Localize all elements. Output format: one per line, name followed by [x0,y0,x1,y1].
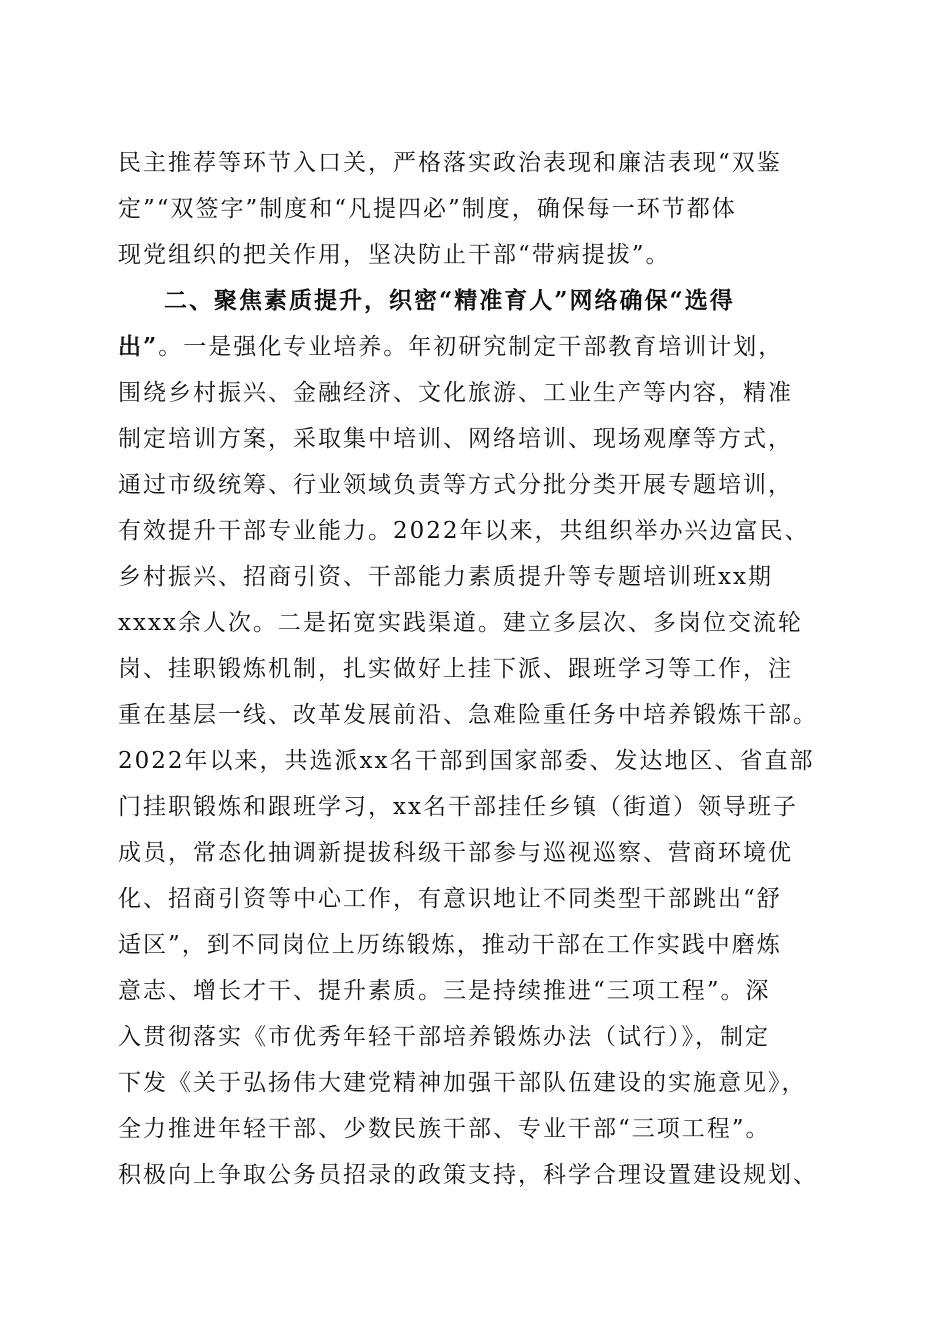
paragraph-line: 全力推进年轻干部、少数民族干部、专业干部“三项工程”。 [118,1116,771,1142]
paragraph-line: 乡村振兴、招商引资、干部能力素质提升等专题培训班xx期 [118,564,773,590]
paragraph-line: 通过市级统筹、行业领域负责等方式分批分类开展专题培训， [118,472,793,498]
paragraph-line: xxxx余人次。二是拓宽实践渠道。建立多层次、多岗位交流轮 [118,610,803,636]
paragraph-line: 现党组织的把关作用，坚决防止干部“带病提拔”。 [118,242,671,268]
paragraph-line: 适区”，到不同岗位上历练锻炼，推动干部在工作实践中磨炼 [118,932,782,958]
paragraph-line: 围绕乡村振兴、金融经济、文化旅游、工业生产等内容，精准 [118,380,793,406]
paragraph-line: 有效提升干部专业能力。2022年以来，共组织举办兴边富民、 [118,518,810,544]
paragraph-line: 意志、增长才干、提升素质。三是持续推进“三项工程”。深 [118,978,771,1004]
paragraph-line: 积极向上争取公务员招录的政策支持，科学合理设置建设规划、 [118,1162,818,1188]
paragraph-line: 岗、挂职锻炼机制，扎实做好上挂下派、跟班学习等工作，注 [118,656,793,682]
paragraph-line: 2022年以来，共选派xx名干部到国家部委、发达地区、省直部 [118,748,815,774]
paragraph-line: 门挂职锻炼和跟班学习，xx名干部挂任乡镇（街道）领导班子 [118,794,798,820]
paragraph-line: 下发《关于弘扬伟大建党精神加强干部队伍建设的实施意见》， [118,1070,807,1096]
heading-continuation-line [118,324,833,370]
body-text [118,140,833,1198]
paragraph-line: 化、招商引资等中心工作，有意识地让不同类型干部跳出“舒 [118,886,782,912]
paragraph-line: 入贯彻落实《市优秀年轻干部培养锻炼办法（试行）》，制定 [118,1024,770,1050]
paragraph-line: 重在基层一线、改革发展前沿、急难险重任务中培养锻炼干部。 [118,702,818,728]
paragraph-line: 成员，常态化抽调新提拔科级干部参与巡视巡察、营商环境优 [118,840,793,866]
paragraph-line: 定”“双签字”制度和“凡提四必”制度，确保每一环节都体 [118,196,737,222]
paragraph-line: 民主推荐等环节入口关，严格落实政治表现和廉洁表现“双鉴 [118,150,782,176]
section-heading: 二、聚焦素质提升，织密“精准育人”网络确保“选得 [164,287,735,314]
paragraph-line: 制定培训方案，采取集中培训、网络培训、现场观摩等方式， [118,426,793,452]
paragraph-text: 。一是强化专业培养。年初研究制定干部教育培训计划， [158,334,784,360]
section-heading-end: 出” [118,333,159,360]
